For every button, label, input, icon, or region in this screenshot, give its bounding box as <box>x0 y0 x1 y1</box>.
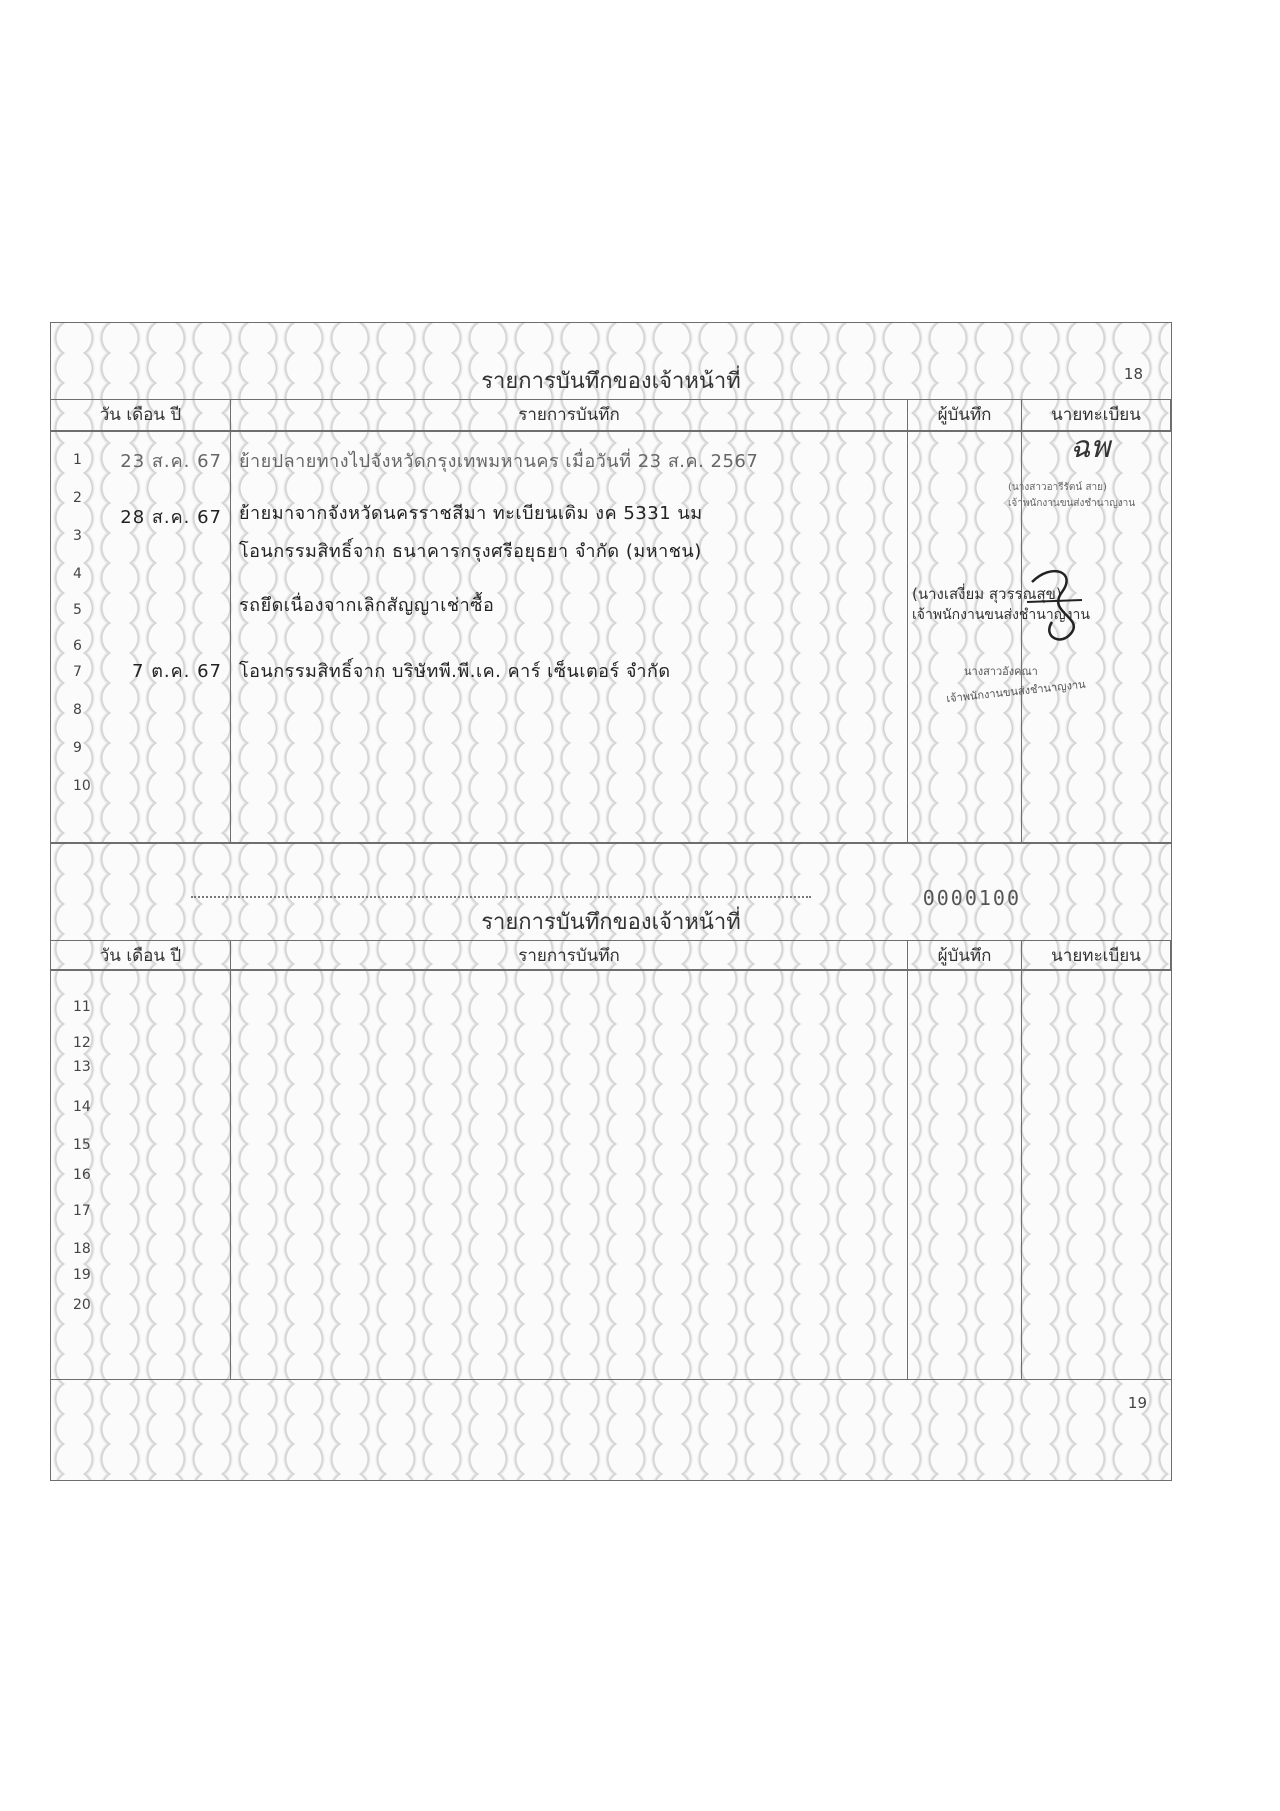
record-page-18 <box>50 322 1172 843</box>
entry-text: ย้ายมาจากจังหวัดนครราชสีมา ทะเบียนเดิม งค 5331 นม <box>239 503 703 524</box>
line-number: 4 <box>73 566 82 582</box>
record-page-19 <box>50 843 1172 1481</box>
record-table <box>51 940 1171 1380</box>
registrar-column <box>1022 970 1171 1380</box>
entry-text: โอนกรรมสิทธิ์จาก ธนาคารกรุงศรีอยุธยา จำกัด (มหาชน) <box>239 541 702 562</box>
line-number: 20 <box>73 1297 91 1313</box>
column-header-entry: รายการบันทึก <box>231 940 908 970</box>
line-number: 3 <box>73 528 82 544</box>
dotted-divider <box>191 896 811 898</box>
page-number: 19 <box>1127 1394 1147 1412</box>
line-number: 2 <box>73 490 82 506</box>
section-title: รายการบันทึกของเจ้าหน้าที่ <box>481 369 741 394</box>
line-number: 10 <box>73 778 91 794</box>
stamp-text: เจ้าพนักงานขนส่งชำนาญงาน <box>945 677 1087 706</box>
line-number: 11 <box>73 999 91 1015</box>
entry-date: 7 ต.ค. 67 <box>132 661 222 682</box>
recorder-position: เจ้าพนักงานขนส่งชำนาญงาน <box>912 607 1090 623</box>
column-header-date: วัน เดือน ปี <box>51 940 231 970</box>
date-column <box>51 970 231 1380</box>
line-number: 6 <box>73 638 82 654</box>
date-column <box>51 431 231 842</box>
registrar-position: เจ้าพนักงานขนส่งชำนาญงาน <box>1008 498 1136 509</box>
entry-text: โอนกรรมสิทธิ์จาก บริษัทพี.พี.เค. คาร์ เซ็นเตอร์ จำกัด <box>239 661 671 682</box>
line-number: 18 <box>73 1241 91 1257</box>
column-header-entry: รายการบันทึก <box>231 399 908 431</box>
column-header-registrar: นายทะเบียน <box>1022 399 1171 431</box>
registrar-name: (นางสาวอารีรัตน์ สาย) <box>1008 482 1107 493</box>
line-number: 1 <box>73 452 82 468</box>
entry-column <box>231 970 908 1380</box>
line-number: 14 <box>73 1099 91 1115</box>
serial-number: 0000100 <box>922 886 1021 910</box>
column-header-recorder: ผู้บันทึก <box>908 399 1022 431</box>
line-number: 5 <box>73 602 82 618</box>
line-number: 16 <box>73 1167 91 1183</box>
recorder-name: (นางเสงี่ยม สุวรรณสุข) <box>912 585 1062 603</box>
entry-date: 23 ส.ค. 67 <box>120 451 222 472</box>
line-number: 15 <box>73 1137 91 1153</box>
line-number: 9 <box>73 740 82 756</box>
registrar-initials: ฉพ <box>1070 430 1111 465</box>
line-number: 17 <box>73 1203 91 1219</box>
line-number: 7 <box>73 664 82 680</box>
section-title: รายการบันทึกของเจ้าหน้าที่ <box>481 910 741 935</box>
recorder-column <box>908 970 1022 1380</box>
column-header-recorder: ผู้บันทึก <box>908 940 1022 970</box>
entry-text: ย้ายปลายทางไปจังหวัดกรุงเทพมหานคร เมื่อวันที่ 23 ส.ค. 2567 <box>239 451 759 472</box>
column-header-date: วัน เดือน ปี <box>51 399 231 431</box>
entry-date: 28 ส.ค. 67 <box>120 507 222 528</box>
line-number: 12 <box>73 1035 91 1051</box>
entry-column <box>231 431 908 842</box>
page-number: 18 <box>1123 365 1143 383</box>
line-number: 19 <box>73 1267 91 1283</box>
line-number: 8 <box>73 702 82 718</box>
registrar-column <box>1008 430 1171 842</box>
line-number: 13 <box>73 1059 91 1075</box>
column-header-registrar: นายทะเบียน <box>1022 940 1171 970</box>
entry-text: รถยึดเนื่องจากเลิกสัญญาเช่าซื้อ <box>239 595 495 616</box>
stamp-text: นางสาวอังคณา <box>964 665 1038 678</box>
signature-mark <box>1022 562 1092 652</box>
record-table <box>51 399 1171 842</box>
